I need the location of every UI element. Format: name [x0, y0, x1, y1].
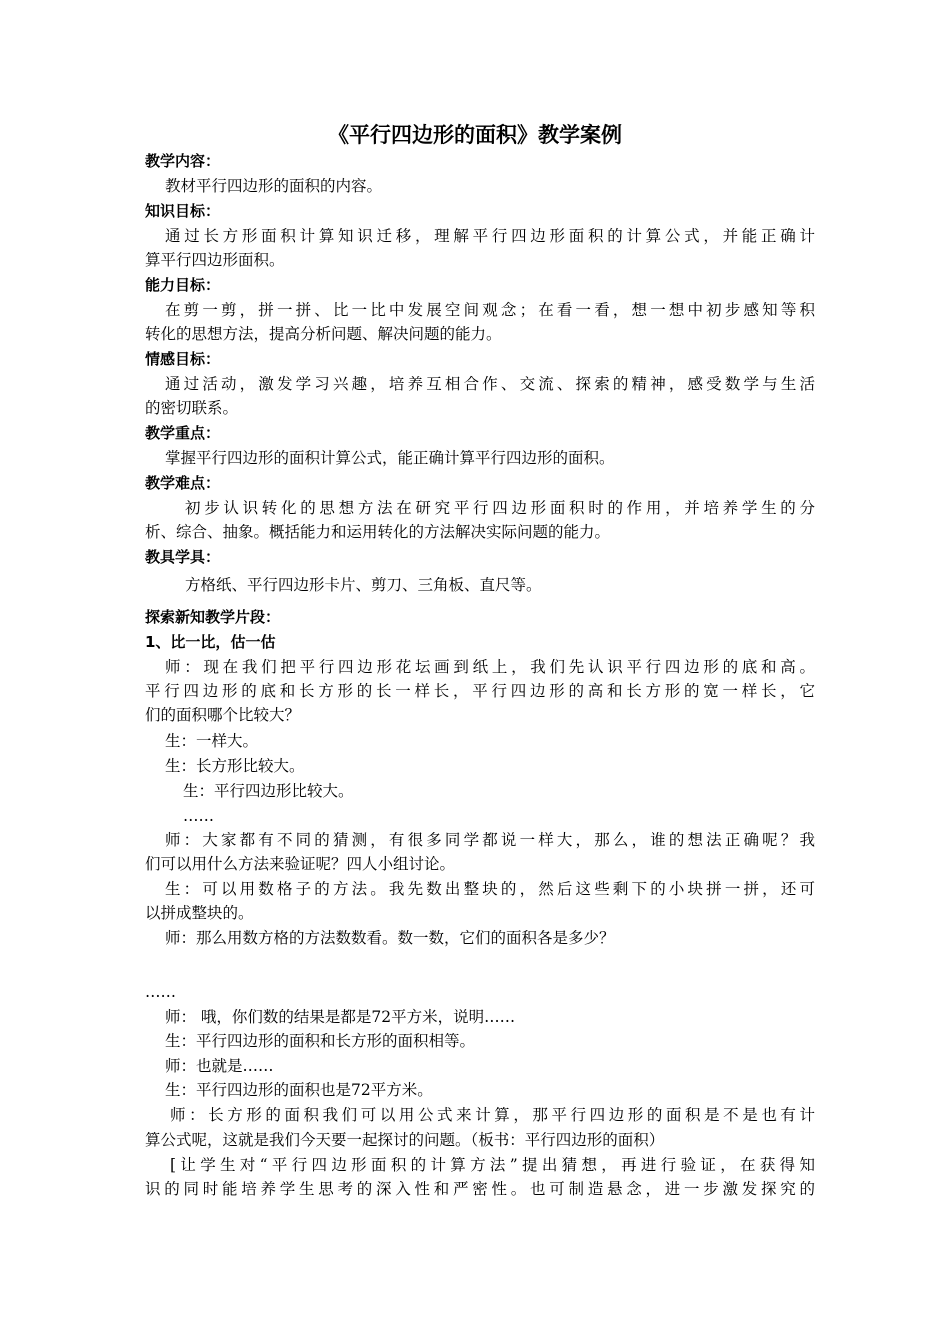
dialogue-line: 平行四边形的底和长方形的长一样长，平行四边形的高和长方形的宽一样长，它 [145, 682, 815, 700]
dialogue-line: 师： 哦，你们数的结果是都是72平方米，说明…… [165, 1008, 516, 1026]
heading-explore: 探索新知教学片段： [145, 608, 281, 626]
heading-ability-goal: 能力目标： [145, 276, 221, 294]
dialogue-line: 师：长方形的面积我们可以用公式来计算，那平行四边形的面积是不是也有计 [170, 1106, 815, 1124]
dialogue-line: 以拼成整块的。 [145, 904, 254, 922]
commentary-line: 识的同时能培养学生思考的深入性和严密性。也可制造悬念，进一步激发探究的 [145, 1180, 815, 1198]
dialogue-line: 们的面积哪个比较大？ [145, 706, 301, 724]
dialogue-line: 生：平行四边形的面积也是72平方米。 [165, 1081, 433, 1099]
ellipsis-line: …… [145, 983, 176, 1001]
dialogue-line: 算公式呢，这就是我们今天要一起探讨的问题。（板书：平行四边形的面积） [145, 1131, 665, 1149]
paragraph-line: 掌握平行四边形的面积计算公式，能正确计算平行四边形的面积。 [165, 449, 615, 467]
paragraph-line: 转化的思想方法，提高分析问题、解决问题的能力。 [145, 325, 502, 343]
heading-content: 教学内容： [145, 152, 221, 170]
dialogue-line: 生：可以用数格子的方法。我先数出整块的，然后这些剩下的小块拼一拼，还可 [165, 880, 815, 898]
paragraph-line: 析、综合、抽象。概括能力和运用转化的方法解决实际问题的能力。 [145, 523, 611, 541]
document-title: 《平行四边形的面积》教学案例 [328, 123, 622, 147]
dialogue-line: 师：现在我们把平行四边形花坛画到纸上，我们先认识平行四边形的底和高。 [165, 658, 815, 676]
heading-tools: 教具学具： [145, 548, 221, 566]
paragraph-line: 教材平行四边形的面积的内容。 [165, 177, 383, 195]
paragraph-line: 通过活动，激发学习兴趣，培养互相合作、交流、探索的精神，感受数学与生活 [165, 375, 815, 393]
ellipsis-line: …… [183, 807, 214, 825]
dialogue-line: 生：长方形比较大。 [165, 757, 305, 775]
paragraph-line: 算平行四边形面积。 [145, 251, 285, 269]
dialogue-line: 生：一样大。 [165, 732, 259, 750]
paragraph-line: 初步认识转化的思想方法在研究平行四边形面积时的作用，并培养学生的分 [185, 499, 815, 517]
heading-difficulty: 教学难点： [145, 474, 221, 492]
dialogue-line: 生：平行四边形的面积和长方形的面积相等。 [165, 1032, 476, 1050]
paragraph-line: 的密切联系。 [145, 399, 239, 417]
dialogue-line: 师：大家都有不同的猜测，有很多同学都说一样大，那么，谁的想法正确呢？我 [165, 831, 815, 849]
heading-emotion-goal: 情感目标： [145, 350, 221, 368]
paragraph-line: 在剪一剪，拼一拼、比一比中发展空间观念；在看一看，想一想中初步感知等积 [165, 301, 815, 319]
heading-step-1: 1、比一比，估一估 [145, 633, 276, 651]
heading-key-point: 教学重点： [145, 424, 221, 442]
paragraph-line: 通过长方形面积计算知识迁移，理解平行四边形面积的计算公式，并能正确计 [165, 227, 815, 245]
paragraph-line: 方格纸、平行四边形卡片、剪刀、三角板、直尺等。 [185, 576, 542, 594]
dialogue-line: 生：平行四边形比较大。 [183, 782, 354, 800]
dialogue-line: 师：那么用数方格的方法数数看。数一数，它们的面积各是多少？ [165, 929, 615, 947]
dialogue-line: 们可以用什么方法来验证呢？四人小组讨论。 [145, 855, 456, 873]
heading-knowledge-goal: 知识目标： [145, 202, 221, 220]
dialogue-line: 师：也就是…… [165, 1057, 274, 1075]
commentary-line: [让学生对“平行四边形面积的计算方法”提出猜想，再进行验证，在获得知 [170, 1156, 815, 1174]
